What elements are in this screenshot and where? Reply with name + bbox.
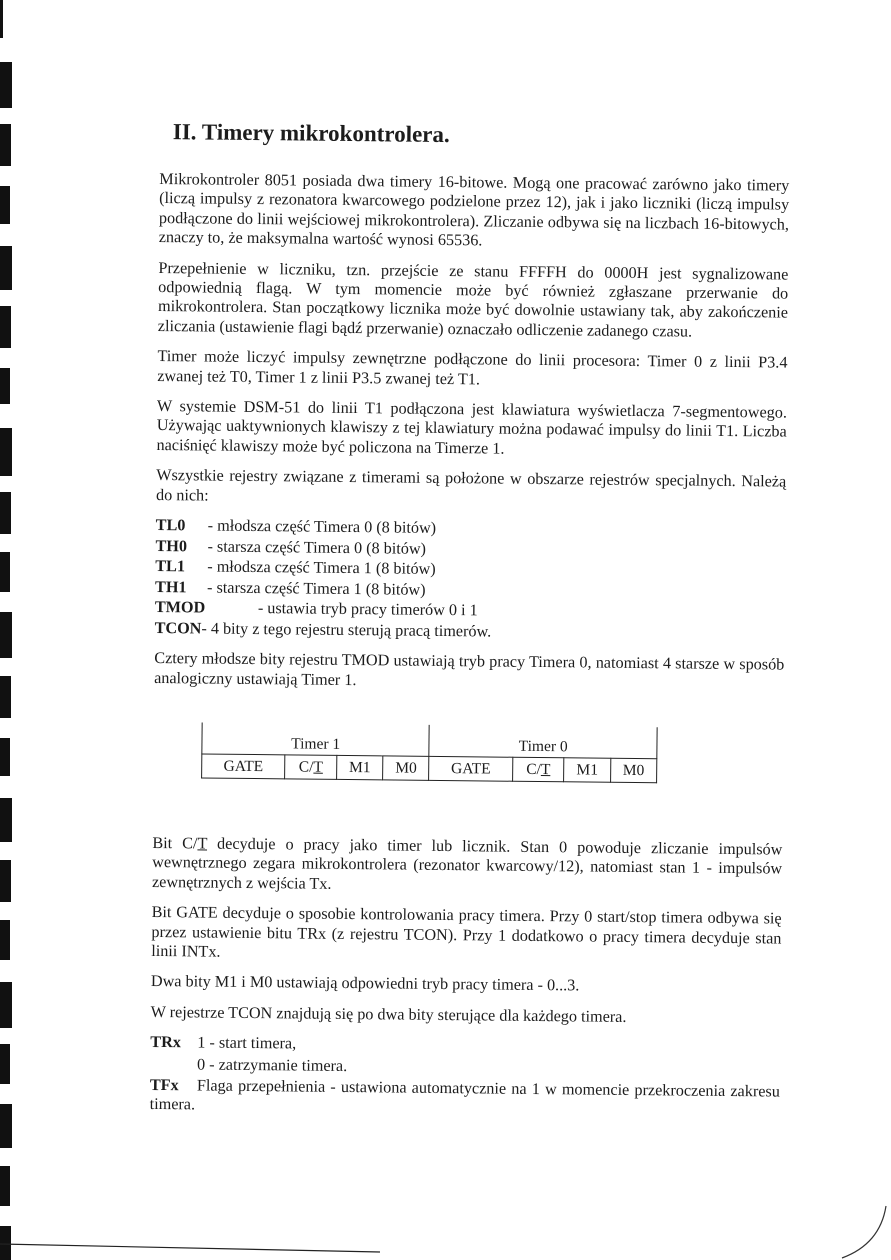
timer1-group-label: Timer 1 — [202, 722, 430, 756]
document-page — [150, 118, 790, 1121]
register-desc: - młodsza część Timera 0 (8 bitów) — [207, 516, 437, 538]
flag-trx-line2: 0 - zatrzymanie timera. — [197, 1055, 348, 1075]
bit-label-underlined: T — [313, 758, 324, 776]
register-name: TMOD — [154, 598, 206, 617]
flag-name: TRx — [150, 1033, 182, 1052]
tmod-bit-cell — [512, 757, 564, 782]
bit-label: GATE — [223, 757, 264, 775]
paragraph-gate-bit: Bit GATE decyduje o sposobie kontrolowania pracy timera. Przy 0 start/stop timera odbywa się przez ustawienie bitu TRx (z rejestru TCON). Przy 1 dodatkowo o pracy timera decyduje stan linii INTx. — [151, 903, 782, 961]
bit-label: M0 — [395, 759, 417, 777]
register-list — [155, 516, 786, 646]
ct-text-underlined: T — [197, 834, 208, 853]
tmod-bit-cell — [383, 756, 430, 780]
tmod-bit-cell — [202, 754, 286, 779]
paragraph-registers-intro: Wszystkie rejestry związane z timerami są położone w obszarze rejestrów specjalnych. Należą do nich: — [155, 466, 787, 505]
register-desc: - starsza część Timera 0 (8 bitów) — [207, 537, 427, 558]
paragraph-overflow: Przepełnienie w liczniku, tzn. przejście ze stanu FFFFH do 0000H jest sygnalizowane odpowiednią flagą. W tym momencie może być również zgłaszane przerwanie do mikrokontrolera. Stan początkowy licznika może być dowolnie ustawiany tak, aby zakończenie zliczania (ustawienie flagi bądź przerwanie) oznaczało odliczenie zadanego czasu. — [157, 258, 789, 341]
bit-label: C/ — [298, 758, 314, 776]
register-name: TL0 — [155, 516, 186, 535]
register-desc: - starsza część Timera 1 (8 bitów) — [206, 578, 426, 599]
bit-label: M0 — [622, 761, 645, 779]
paragraph-dsm51: W systemie DSM-51 do linii T1 podłączona jest klawiatura wyświetlacza 7-segmentowego. Używając uaktywnionych klawiszy z tej klawiatury można podawać impulsy do linii T1. Liczba naciśnięć klawiszy może być policzona na Timerze 1. — [156, 397, 788, 458]
paragraph-external-pulses: Timer może liczyć impulsy zewnętrzne podłączone do linii procesora: Timer 0 z linii P3.4 zwanej też T0, Timer 1 z linii P3.5 zwanej też T1. — [157, 347, 788, 389]
register-desc: - młodsza część Timera 1 (8 bitów) — [207, 557, 436, 579]
register-desc: - ustawia tryb pracy timerów 0 i 1 — [257, 599, 478, 620]
flag-name: TFx — [149, 1075, 179, 1095]
tmod-bit-cell — [337, 755, 384, 779]
tmod-bit-cell — [429, 756, 513, 781]
paragraph-tcon: W rejestrze TCON znajdują się po dwa bity sterujące dla każdego timera. — [150, 1002, 627, 1026]
bit-label-underlined: T — [540, 760, 551, 778]
register-name: TL1 — [155, 557, 186, 576]
ct-text-pre: Bit C/ — [152, 833, 198, 853]
tmod-bit-table — [201, 722, 658, 783]
bit-label: C/ — [526, 760, 542, 778]
tmod-bit-cell — [610, 758, 657, 782]
section-heading: II. Timery mikrokontrolera. — [172, 119, 450, 148]
flag-trx-line1: 1 - start timera, — [197, 1033, 297, 1053]
register-desc: - 4 bity z tego rejestru sterują pracą timerów. — [201, 619, 492, 641]
bit-label: GATE — [450, 759, 491, 778]
paragraph-mode-bits: Dwa bity M1 i M0 ustawiają odpowiedni tryb pracy timera - 0...3. — [150, 972, 580, 995]
timer0-group-label: Timer 0 — [429, 725, 657, 759]
flag-tfx-desc: Flaga przepełnienia - ustawiona automatycznie na 1 w momencie przekroczenia zakresu timera. — [149, 1076, 780, 1114]
paragraph-ct-bit — [152, 834, 783, 899]
ct-text-post: decyduje o pracy jako timer lub licznik. Stan 0 powoduje zliczanie impulsów wewnętrznego zegara mikrokontrolera (rezonator kwarcowy/12), natomiast stan 1 - impulsów zewnętrznych z wejścia Tx. — [151, 834, 783, 893]
tmod-bit-cell — [564, 758, 611, 782]
paragraph-intro: Mikrokontroler 8051 posiada dwa timery 16-bitowe. Mogą one pracować zarówno jako timery (liczą impulsy z rezonatora kwarcowego podzielone przez 12), jak i jako liczniki (liczą impulsy podłączone do linii wejściowej mikrokontrolera). Zliczanie odbywa się na liczbach 16-bitowych, znaczy to, że maksymalna wartość wynosi 65536. — [158, 169, 790, 250]
register-name: TH1 — [154, 577, 187, 596]
register-name: TCON — [154, 618, 202, 638]
bit-label: M1 — [576, 761, 599, 779]
register-name: TH0 — [155, 536, 188, 555]
tmod-bit-cell — [285, 755, 337, 780]
bit-label: M1 — [348, 758, 371, 776]
paragraph-tmod: Cztery młodsze bity rejestru TMOD ustawiają tryb pracy Timera 0, natomiast 4 starsze w sposób analogiczny ustawiają Timer 1. — [154, 649, 785, 689]
flag-tfx — [150, 1076, 780, 1121]
